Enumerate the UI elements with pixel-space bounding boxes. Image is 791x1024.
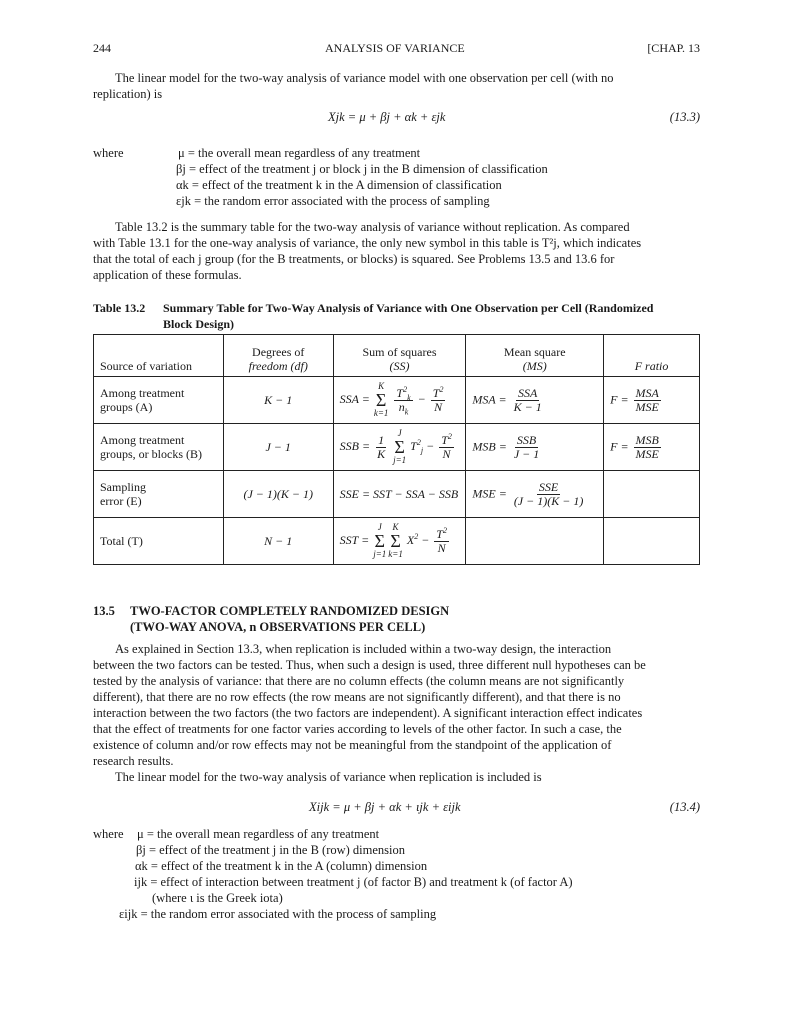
where-label-2: where xyxy=(93,827,124,841)
chapter-label: [CHAP. 13 xyxy=(647,41,700,55)
paragraph-line: Table 13.2 is the summary table for the two-way analysis of variance without replication. As compared xyxy=(115,220,630,234)
paragraph-line: that the effect of treatments for one factor varies according to levels of the other factor. In such a case, the xyxy=(93,722,622,736)
equation-number-13-4: (13.4) xyxy=(669,800,700,814)
definition-item: (where ι is the Greek iota) xyxy=(152,891,283,905)
definition-item: ijk = effect of interaction between treatment j (of factor B) and treatment k (of factor A) xyxy=(134,875,573,889)
section-title-line: TWO-FACTOR COMPLETELY RANDOMIZED DESIGN xyxy=(130,604,450,618)
f-ratio-cell-empty xyxy=(604,471,700,518)
table-row xyxy=(94,518,700,565)
ss-formula-cell: SSE = SST − SSA − SSB xyxy=(333,471,466,518)
table-caption-line: Block Design) xyxy=(163,317,235,331)
df-cell: N − 1 xyxy=(223,518,333,565)
paragraph-line: application of these formulas. xyxy=(93,268,242,282)
header-df: Degrees of freedom (df) xyxy=(223,335,333,377)
paragraph-line: As explained in Section 13.3, when replication is included within a two-way design, the interaction xyxy=(115,642,612,656)
f-ratio-cell-empty xyxy=(604,518,700,565)
intro-line-2: replication) is xyxy=(93,87,163,101)
paragraph-line: different), that there are no row effects (the row means are not significantly different), and that there is no xyxy=(93,690,621,704)
definition-item: εjk = the random error associated with the process of sampling xyxy=(176,194,490,208)
definition-item: μ = the overall mean regardless of any treatment xyxy=(137,827,380,841)
ss-formula-cell: SSB = $\frac{1}{K}$ J Σ j=1 $T^2_j$ − $\frac{T^2}{N}$ xyxy=(333,424,466,471)
interaction-paragraph xyxy=(93,641,700,785)
page-number: 244 xyxy=(93,41,111,55)
ss-formula-cell: SSA = K Σ k=1 $\frac{T^2_k}{n_k}$ − $\frac{T^2}{N}$ xyxy=(333,377,466,424)
paragraph-line: The linear model for the two-way analysis of variance when replication is included is xyxy=(115,770,542,784)
source-cell: Total (T) xyxy=(94,518,224,565)
table-row xyxy=(94,377,700,424)
table-header-row xyxy=(94,335,700,377)
equation-number-13-3: (13.3) xyxy=(669,110,700,124)
source-cell: Sampling error (E) xyxy=(94,471,224,518)
header-f: F ratio xyxy=(604,335,700,377)
table-caption-line: Summary Table for Two-Way Analysis of Variance with One Observation per Cell (Randomized xyxy=(163,301,654,315)
source-cell: Among treatment groups, or blocks (B) xyxy=(94,424,224,471)
df-cell: K − 1 xyxy=(223,377,333,424)
ms-formula-cell: MSE = $\frac{\text{SSE}}{(J - 1)(K - 1)}$ xyxy=(466,471,604,518)
ms-cell-empty xyxy=(466,518,604,565)
section-title-line: (TWO-WAY ANOVA, n OBSERVATIONS PER CELL) xyxy=(130,620,426,634)
paragraph-line: research results. xyxy=(93,754,174,768)
table-label: Table 13.2 xyxy=(93,301,146,315)
running-title: ANALYSIS OF VARIANCE xyxy=(325,41,465,55)
paragraph-line: existence of column and/or row effects may not be meaningful from the standpoint of the application of xyxy=(93,738,612,752)
table-caption xyxy=(163,300,703,332)
paragraph-line: tested by the analysis of variance: that there are no column effects (the column means are not significantly xyxy=(93,674,625,688)
section-number: 13.5 xyxy=(93,604,115,618)
ms-formula-cell: MSA = $\frac{\text{SSA}}{K - 1}$ xyxy=(466,377,604,424)
definition-item: βj = effect of the treatment j in the B (row) dimension xyxy=(136,843,406,857)
paragraph-line: between the two factors can be tested. Thus, when such a design is used, three different null hypotheses can be xyxy=(93,658,646,672)
page-header xyxy=(93,40,700,56)
equation-13-4: Xijk = μ + βj + αk + ιjk + εijk xyxy=(309,800,461,814)
df-cell: (J − 1)(K − 1) xyxy=(223,471,333,518)
definition-item: εijk = the random error associated with the process of sampling xyxy=(119,907,437,921)
intro-line-1: The linear model for the two-way analysis of variance model with one observation per cell (with no xyxy=(115,71,614,85)
definition-item: αk = effect of the treatment k in the A dimension of classification xyxy=(176,178,502,192)
definition-item: αk = effect of the treatment k in the A (column) dimension xyxy=(135,859,428,873)
header-source: Source of variation xyxy=(94,335,224,377)
paragraph-line: that the total of each j group (for the B treatments, or blocks) is squared. See Problems 13.5 and 13.6 for xyxy=(93,252,615,266)
source-cell: Among treatment groups (A) xyxy=(94,377,224,424)
table-row xyxy=(94,424,700,471)
table-row xyxy=(94,471,700,518)
paragraph-line: with Table 13.1 for the one-way analysis of variance, the only new symbol in this table is T²j, which indicates xyxy=(93,236,642,250)
df-cell: J − 1 xyxy=(223,424,333,471)
header-ms: Mean square (MS) xyxy=(466,335,604,377)
paragraph-line: interaction between the two factors (the two factors are independent). A significant interaction effect indicates xyxy=(93,706,643,720)
ss-formula-cell: SST = J Σ j=1 K Σ k=1 $X^2$ − $\frac{T^2}{N}$ xyxy=(333,518,466,565)
section-title xyxy=(130,603,449,635)
header-ss: Sum of squares (SS) xyxy=(333,335,466,377)
where-label: where xyxy=(93,146,124,160)
anova-summary-table xyxy=(93,334,700,565)
intro-paragraph xyxy=(93,70,700,102)
summary-paragraph xyxy=(93,219,700,283)
definition-item: βj = effect of the treatment j or block j in the B dimension of classification xyxy=(176,162,548,176)
f-ratio-cell: F = $\frac{\text{MSB}}{\text{MSE}}$ xyxy=(604,424,700,471)
ms-formula-cell: MSB = $\frac{\text{SSB}}{J - 1}$ xyxy=(466,424,604,471)
equation-13-3: Xjk = μ + βj + αk + εjk xyxy=(328,110,446,124)
definition-item: μ = the overall mean regardless of any treatment xyxy=(178,146,421,160)
f-ratio-cell: F = $\frac{\text{MSA}}{\text{MSE}}$ xyxy=(604,377,700,424)
